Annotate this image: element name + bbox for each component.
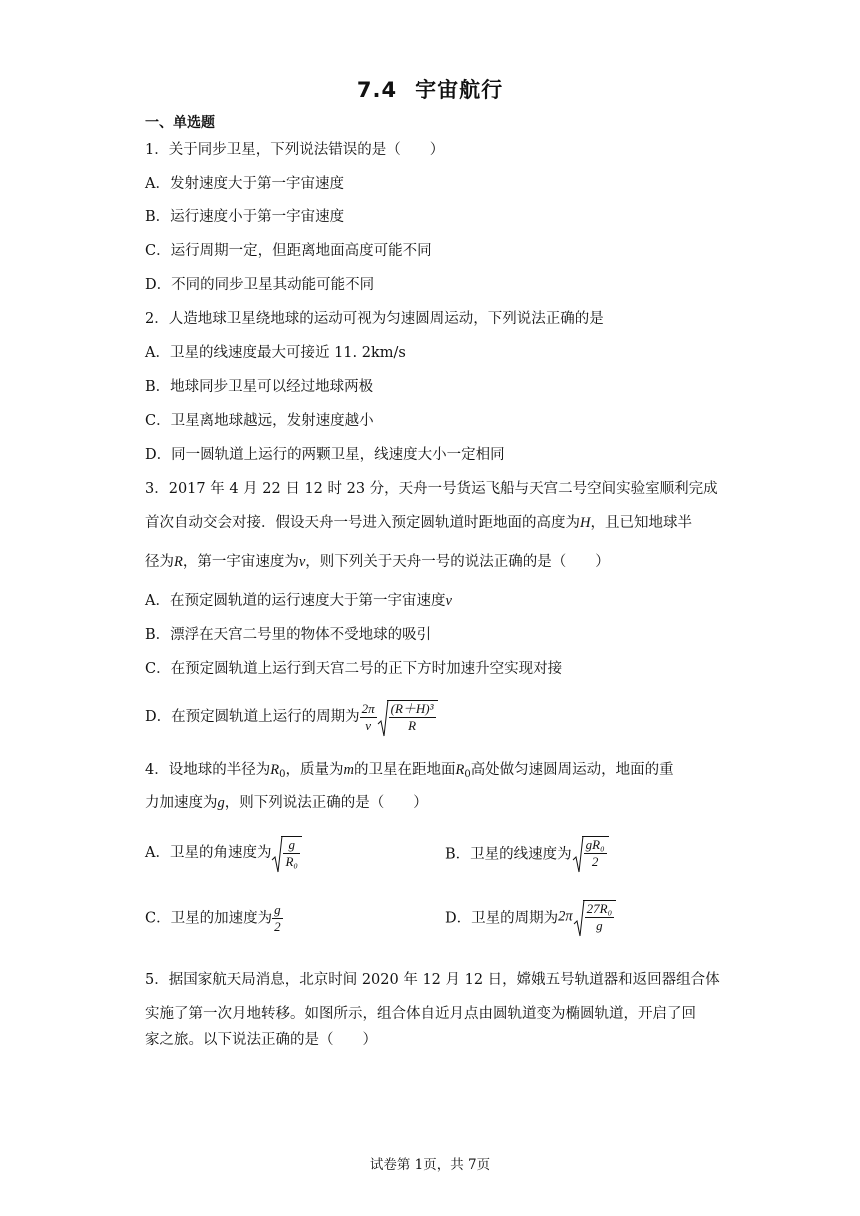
q2-stem: 2．人造地球卫星绕地球的运动可视为匀速圆周运动，下列说法正确的是 — [145, 311, 604, 327]
q3-stem-line1: 3．2017 年 4 月 22 日 12 时 23 分，天舟一号货运飞船与天宫二号空间实验室顺利完成 — [145, 481, 718, 497]
q1-stem: 1．关于同步卫星，下列说法错误的是（ ） — [145, 142, 445, 158]
page-footer: 试卷第 1页，共 7页 — [369, 1157, 491, 1173]
q5-line2: 实施了第一次月地转移。如图所示，组合体自近月点由圆轨道变为椭圆轨道，开启了回 — [145, 1006, 696, 1022]
q4-stem-line2: 力加速度为g，则下列说法正确的是（ ） — [145, 795, 428, 811]
q4-option-a: A．卫星的角速度为 $\frac{g}{\text{R₀}}$ — [145, 836, 302, 870]
fraction-2pi-over-v: $\frac{2\pi}{v}$ — [361, 700, 375, 733]
sqrt-gr0-over-2: $\frac{\text{gR₀}}{2}$ — [572, 836, 609, 870]
sqrt-27r0-over-g: $\frac{\text{27R₀}}{g}$ — [573, 900, 616, 934]
q3-option-a: A．在预定圆轨道的运行速度大于第一宇宙速度v — [145, 593, 452, 609]
q3-option-d: D．在预定圆轨道上运行的周期为 $\frac{2\pi}{v}$ $\frac{\text{(R＋H)³}}{R}$ — [145, 700, 438, 734]
q5-line3: 家之旅。以下说法正确的是（ ） — [145, 1032, 377, 1048]
fraction-g-over-2: $\frac{g}{2}$ — [274, 902, 281, 934]
q3-stem-line2: 首次自动交会对接．假设天舟一号进入预定圆轨道时距地面的高度为H，且已知地球半 — [145, 515, 692, 531]
q2-option-b: B．地球同步卫星可以经过地球两极 — [145, 379, 374, 395]
q1-option-c: C．运行周期一定，但距离地面高度可能不同 — [145, 243, 432, 259]
q4-stem-line1: 4．设地球的半径为$R_0$，质量为m的卫星在距地面$R_0$高处做匀速圆周运动，地面的重 — [145, 762, 674, 780]
q5-line1: 5．据国家航天局消息，北京时间 2020 年 12 月 12 日，嫦娥五号轨道器和返回器组合体 — [145, 972, 720, 988]
page-title: 7.4 宇宙航行 — [356, 78, 504, 102]
q4-option-c: C．卫星的加速度为 $\frac{g}{2}$ — [145, 902, 281, 934]
sqrt-expression: $\frac{\text{(R＋H)³}}{R}$ — [377, 700, 438, 734]
q1-option-a: A．发射速度大于第一宇宙速度 — [145, 176, 344, 192]
q2-option-d: D．同一圆轨道上运行的两颗卫星，线速度大小一定相同 — [145, 447, 505, 463]
q1-option-d: D．不同的同步卫星其动能可能不同 — [145, 277, 375, 293]
q3-option-c: C．在预定圆轨道上运行到天宫二号的正下方时加速升空实现对接 — [145, 661, 563, 677]
section-heading: 一、单选题 — [145, 115, 215, 131]
q3-stem-line3: 径为R，第一宇宙速度为v，则下列关于天舟一号的说法正确的是（ ） — [145, 554, 610, 570]
sqrt-g-over-r0: $\frac{g}{\text{R₀}}$ — [271, 836, 301, 870]
q3-option-b: B．漂浮在天宫二号里的物体不受地球的吸引 — [145, 627, 432, 643]
q4-option-b: B．卫星的线速度为 $\frac{\text{gR₀}}{2}$ — [445, 836, 609, 870]
q2-option-a: A．卫星的线速度最大可接近 11. 2km/s — [145, 345, 406, 361]
q1-option-b: B．运行速度小于第一宇宙速度 — [145, 209, 345, 225]
q4-option-d: D．卫星的周期为2π $\frac{\text{27R₀}}{g}$ — [445, 900, 616, 934]
q2-option-c: C．卫星离地球越远，发射速度越小 — [145, 413, 374, 429]
